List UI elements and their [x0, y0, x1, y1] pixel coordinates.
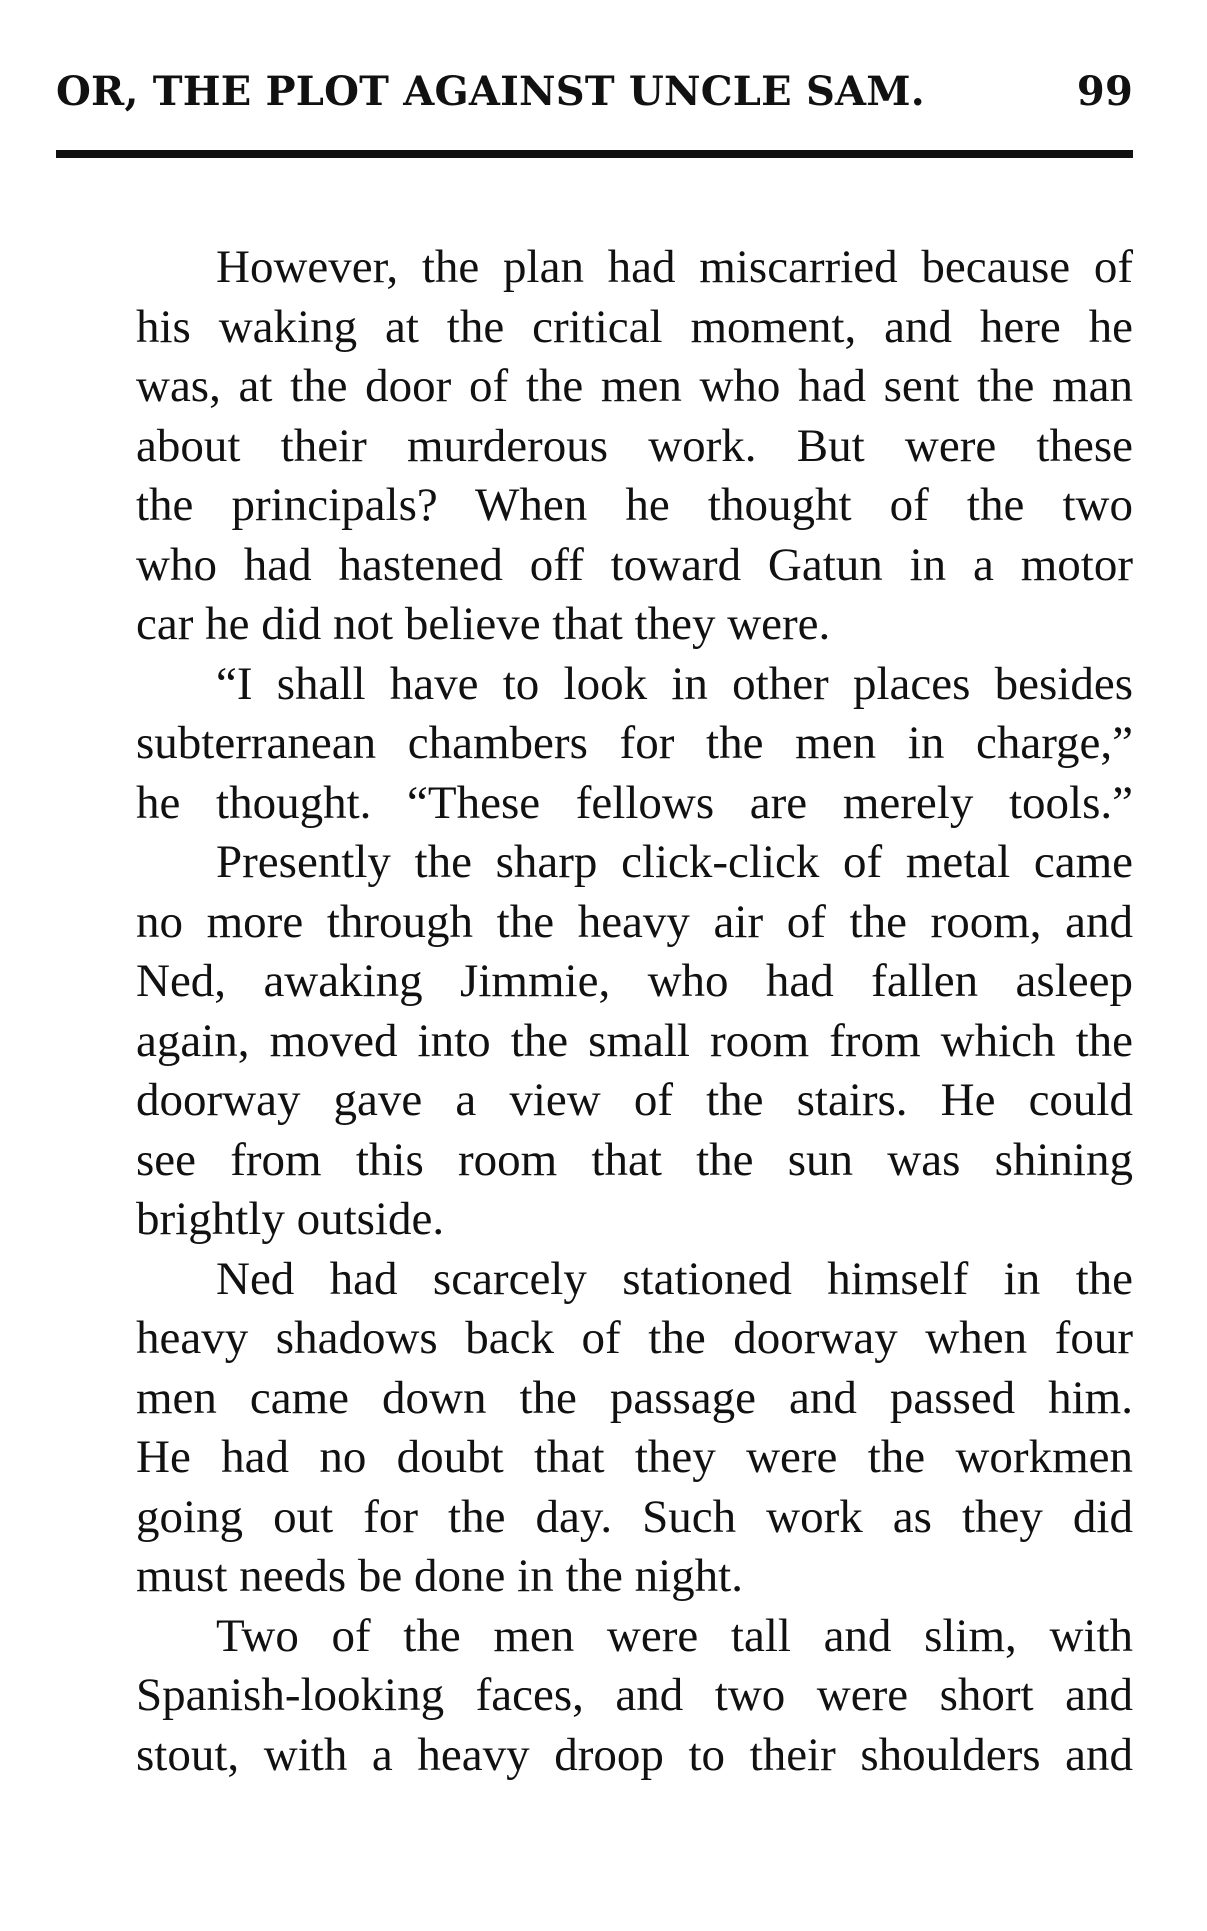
text-line: Ned had scarcely stationed himself in the	[216, 1252, 1133, 1305]
text-line: However, the plan had miscarried because of	[216, 241, 1133, 293]
text-line: the principals? When he thought of the two	[136, 479, 1133, 531]
text-line: Ned, awaking Jimmie, who had fallen asleep	[136, 955, 1133, 1007]
text-line: Spanish-looking faces, and two were short and	[136, 1669, 1133, 1721]
text-line: He had no doubt that they were the workmen	[136, 1431, 1133, 1483]
text-line: must needs be done in the night.	[136, 1550, 743, 1602]
paragraph-1	[56, 238, 1133, 655]
paragraph-5	[56, 1607, 1133, 1786]
text-line: again, moved into the small room from which the	[136, 1014, 1133, 1067]
paragraph-4	[56, 1250, 1133, 1607]
text-line: no more through the heavy air of the room, and	[136, 895, 1133, 948]
text-line: brightly outside.	[136, 1193, 445, 1245]
text-line: was, at the door of the men who had sent the man	[136, 360, 1133, 412]
text-line: who had hastened off toward Gatun in a motor	[136, 538, 1133, 591]
text-line: “I shall have to look in other places besides	[216, 657, 1133, 710]
text-line: going out for the day. Such work as they did	[136, 1490, 1133, 1543]
text-line: his waking at the critical moment, and here he	[136, 300, 1133, 353]
header-rule	[56, 150, 1133, 158]
body-text	[56, 238, 1133, 1785]
book-page	[56, 62, 1133, 1785]
text-line: subterranean chambers for the men in charge,”	[136, 717, 1133, 769]
text-line: car he did not believe that they were.	[136, 598, 831, 650]
paragraph-3	[56, 833, 1133, 1250]
text-line: see from this room that the sun was shining	[136, 1133, 1133, 1186]
text-line: doorway gave a view of the stairs. He could	[136, 1074, 1133, 1126]
text-line: he thought. “These fellows are merely tools.”	[136, 776, 1133, 829]
running-head-title: OR, THE PLOT AGAINST UNCLE SAM.	[56, 68, 925, 115]
paragraph-2	[56, 655, 1133, 834]
running-head	[56, 62, 1133, 122]
page-number: 99	[1076, 68, 1133, 115]
text-line: about their murderous work. But were these	[136, 419, 1133, 472]
text-line: Two of the men were tall and slim, with	[216, 1609, 1133, 1662]
text-line: men came down the passage and passed him.	[136, 1371, 1133, 1424]
text-line: stout, with a heavy droop to their shoulders and	[136, 1728, 1133, 1781]
text-line: heavy shadows back of the doorway when four	[136, 1312, 1133, 1364]
text-line: Presently the sharp click-click of metal came	[216, 836, 1133, 888]
